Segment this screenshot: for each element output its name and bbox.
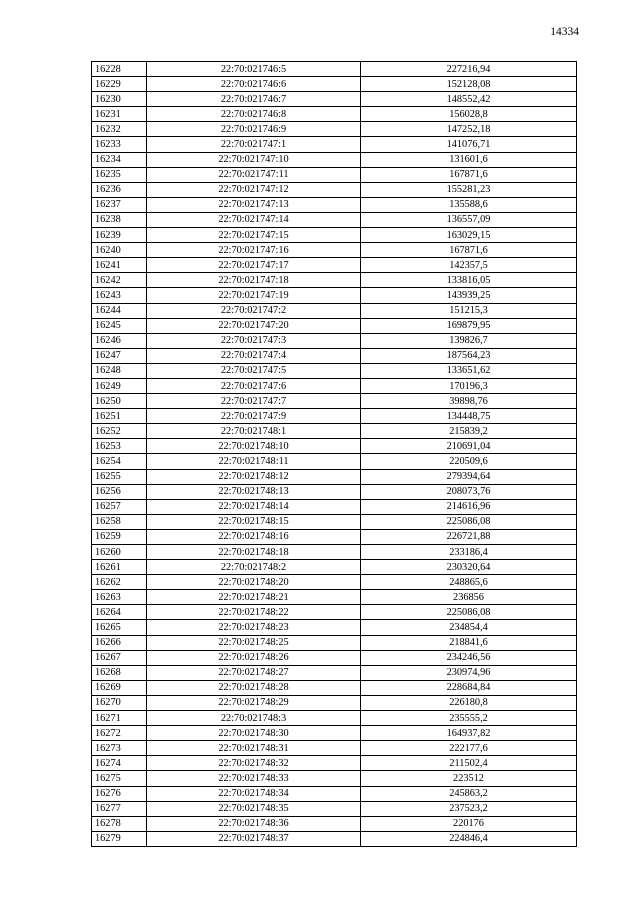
value-cell: 167871,6 (361, 167, 577, 182)
row-number-cell: 16262 (92, 575, 147, 590)
table-row (92, 62, 577, 77)
cadastral-number-cell: 22:70:021748:29 (147, 695, 361, 710)
cadastral-number-cell: 22:70:021748:1 (147, 424, 361, 439)
value-cell: 139826,7 (361, 333, 577, 348)
value-cell: 151215,3 (361, 303, 577, 318)
row-number-cell: 16258 (92, 514, 147, 529)
value-cell: 234246,56 (361, 650, 577, 665)
value-cell: 170196,3 (361, 378, 577, 393)
value-cell: 279394,64 (361, 469, 577, 484)
cadastral-number-cell: 22:70:021747:14 (147, 212, 361, 227)
cadastral-number-cell: 22:70:021747:19 (147, 288, 361, 303)
row-number-cell: 16237 (92, 197, 147, 212)
cadastral-number-cell: 22:70:021748:2 (147, 560, 361, 575)
table-row (92, 439, 577, 454)
value-cell: 39898,76 (361, 394, 577, 409)
cadastral-number-cell: 22:70:021746:8 (147, 107, 361, 122)
row-number-cell: 16259 (92, 529, 147, 544)
table-row (92, 741, 577, 756)
value-cell: 133816,05 (361, 273, 577, 288)
cadastral-number-cell: 22:70:021747:7 (147, 394, 361, 409)
cadastral-number-cell: 22:70:021746:5 (147, 62, 361, 77)
cadastral-number-cell: 22:70:021747:13 (147, 197, 361, 212)
value-cell: 224846,4 (361, 831, 577, 846)
row-number-cell: 16266 (92, 635, 147, 650)
row-number-cell: 16274 (92, 756, 147, 771)
table-row (92, 378, 577, 393)
table-row (92, 363, 577, 378)
row-number-cell: 16268 (92, 665, 147, 680)
cadastral-number-cell: 22:70:021748:20 (147, 575, 361, 590)
row-number-cell: 16244 (92, 303, 147, 318)
cadastral-number-cell: 22:70:021748:14 (147, 499, 361, 514)
table-row (92, 650, 577, 665)
table-row (92, 424, 577, 439)
row-number-cell: 16232 (92, 122, 147, 137)
table-row (92, 635, 577, 650)
table-row (92, 680, 577, 695)
value-cell: 233186,4 (361, 545, 577, 560)
row-number-cell: 16272 (92, 726, 147, 741)
row-number-cell: 16247 (92, 348, 147, 363)
cadastral-number-cell: 22:70:021747:4 (147, 348, 361, 363)
value-cell: 141076,71 (361, 137, 577, 152)
row-number-cell: 16238 (92, 212, 147, 227)
row-number-cell: 16256 (92, 484, 147, 499)
table-row (92, 484, 577, 499)
cadastral-number-cell: 22:70:021748:33 (147, 771, 361, 786)
row-number-cell: 16235 (92, 167, 147, 182)
value-cell: 227216,94 (361, 62, 577, 77)
table-row (92, 560, 577, 575)
table-row (92, 92, 577, 107)
cadastral-number-cell: 22:70:021748:35 (147, 801, 361, 816)
table-row (92, 107, 577, 122)
table-row (92, 695, 577, 710)
table-row (92, 182, 577, 197)
row-number-cell: 16264 (92, 605, 147, 620)
row-number-cell: 16228 (92, 62, 147, 77)
table-row (92, 665, 577, 680)
value-cell: 234854,4 (361, 620, 577, 635)
table-row (92, 288, 577, 303)
value-cell: 225086,08 (361, 605, 577, 620)
cadastral-number-cell: 22:70:021747:17 (147, 258, 361, 273)
value-cell: 155281,23 (361, 182, 577, 197)
table-row (92, 499, 577, 514)
row-number-cell: 16246 (92, 333, 147, 348)
value-cell: 220176 (361, 816, 577, 831)
table-row (92, 318, 577, 333)
row-number-cell: 16265 (92, 620, 147, 635)
cadastral-number-cell: 22:70:021747:10 (147, 152, 361, 167)
value-cell: 226721,88 (361, 529, 577, 544)
value-cell: 148552,42 (361, 92, 577, 107)
cadastral-number-cell: 22:70:021747:16 (147, 243, 361, 258)
value-cell: 218841,6 (361, 635, 577, 650)
cadastral-number-cell: 22:70:021747:15 (147, 228, 361, 243)
row-number-cell: 16273 (92, 741, 147, 756)
cadastral-number-cell: 22:70:021748:10 (147, 439, 361, 454)
value-cell: 222177,6 (361, 741, 577, 756)
cadastral-number-cell: 22:70:021746:6 (147, 77, 361, 92)
row-number-cell: 16279 (92, 831, 147, 846)
value-cell: 156028,8 (361, 107, 577, 122)
row-number-cell: 16234 (92, 152, 147, 167)
table-row (92, 590, 577, 605)
row-number-cell: 16267 (92, 650, 147, 665)
row-number-cell: 16269 (92, 680, 147, 695)
row-number-cell: 16229 (92, 77, 147, 92)
value-cell: 169879,95 (361, 318, 577, 333)
cadastral-number-cell: 22:70:021748:15 (147, 514, 361, 529)
row-number-cell: 16249 (92, 378, 147, 393)
row-number-cell: 16230 (92, 92, 147, 107)
table-row (92, 514, 577, 529)
page-number: 14334 (550, 26, 579, 38)
value-cell: 163029,15 (361, 228, 577, 243)
table-row (92, 348, 577, 363)
table-row (92, 197, 577, 212)
row-number-cell: 16276 (92, 786, 147, 801)
cadastral-number-cell: 22:70:021746:7 (147, 92, 361, 107)
table-row (92, 454, 577, 469)
table-row (92, 786, 577, 801)
cadastral-number-cell: 22:70:021747:9 (147, 409, 361, 424)
value-cell: 214616,96 (361, 499, 577, 514)
cadastral-number-cell: 22:70:021747:12 (147, 182, 361, 197)
value-cell: 237523,2 (361, 801, 577, 816)
table-body (92, 62, 577, 847)
cadastral-number-cell: 22:70:021747:1 (147, 137, 361, 152)
row-number-cell: 16243 (92, 288, 147, 303)
table-row (92, 620, 577, 635)
cadastral-number-cell: 22:70:021747:6 (147, 378, 361, 393)
table-row (92, 469, 577, 484)
cadastral-number-cell: 22:70:021748:3 (147, 711, 361, 726)
table-row (92, 816, 577, 831)
row-number-cell: 16261 (92, 560, 147, 575)
row-number-cell: 16260 (92, 545, 147, 560)
table-row (92, 711, 577, 726)
value-cell: 220509,6 (361, 454, 577, 469)
cadastral-number-cell: 22:70:021747:5 (147, 363, 361, 378)
row-number-cell: 16245 (92, 318, 147, 333)
value-cell: 131601,6 (361, 152, 577, 167)
cadastral-number-cell: 22:70:021746:9 (147, 122, 361, 137)
value-cell: 142357,5 (361, 258, 577, 273)
row-number-cell: 16239 (92, 228, 147, 243)
table-row (92, 258, 577, 273)
value-cell: 225086,08 (361, 514, 577, 529)
row-number-cell: 16254 (92, 454, 147, 469)
row-number-cell: 16233 (92, 137, 147, 152)
cadastral-number-cell: 22:70:021747:20 (147, 318, 361, 333)
table-row (92, 575, 577, 590)
value-cell: 210691,04 (361, 439, 577, 454)
cadastral-number-cell: 22:70:021748:25 (147, 635, 361, 650)
table-row (92, 212, 577, 227)
cadastral-number-cell: 22:70:021748:31 (147, 741, 361, 756)
data-table (91, 61, 577, 847)
row-number-cell: 16275 (92, 771, 147, 786)
value-cell: 230974,96 (361, 665, 577, 680)
table-row (92, 152, 577, 167)
cadastral-number-cell: 22:70:021747:11 (147, 167, 361, 182)
cadastral-number-cell: 22:70:021748:18 (147, 545, 361, 560)
row-number-cell: 16270 (92, 695, 147, 710)
row-number-cell: 16241 (92, 258, 147, 273)
row-number-cell: 16242 (92, 273, 147, 288)
value-cell: 164937,82 (361, 726, 577, 741)
cadastral-number-cell: 22:70:021748:32 (147, 756, 361, 771)
table-row (92, 726, 577, 741)
table-row (92, 122, 577, 137)
cadastral-number-cell: 22:70:021748:11 (147, 454, 361, 469)
cadastral-number-cell: 22:70:021748:16 (147, 529, 361, 544)
table-row (92, 243, 577, 258)
value-cell: 226180,8 (361, 695, 577, 710)
table-row (92, 529, 577, 544)
row-number-cell: 16278 (92, 816, 147, 831)
table-row (92, 77, 577, 92)
row-number-cell: 16248 (92, 363, 147, 378)
cadastral-number-cell: 22:70:021748:34 (147, 786, 361, 801)
value-cell: 136557,09 (361, 212, 577, 227)
table-row (92, 394, 577, 409)
cadastral-number-cell: 22:70:021748:37 (147, 831, 361, 846)
cadastral-number-cell: 22:70:021748:23 (147, 620, 361, 635)
value-cell: 147252,18 (361, 122, 577, 137)
value-cell: 133651,62 (361, 363, 577, 378)
cadastral-number-cell: 22:70:021748:27 (147, 665, 361, 680)
table-row (92, 605, 577, 620)
cadastral-number-cell: 22:70:021748:12 (147, 469, 361, 484)
cadastral-number-cell: 22:70:021748:21 (147, 590, 361, 605)
row-number-cell: 16240 (92, 243, 147, 258)
table-row (92, 137, 577, 152)
cadastral-number-cell: 22:70:021748:30 (147, 726, 361, 741)
cadastral-number-cell: 22:70:021747:18 (147, 273, 361, 288)
value-cell: 248865,6 (361, 575, 577, 590)
value-cell: 211502,4 (361, 756, 577, 771)
table-row (92, 228, 577, 243)
row-number-cell: 16255 (92, 469, 147, 484)
value-cell: 215839,2 (361, 424, 577, 439)
row-number-cell: 16236 (92, 182, 147, 197)
row-number-cell: 16263 (92, 590, 147, 605)
row-number-cell: 16257 (92, 499, 147, 514)
cadastral-number-cell: 22:70:021747:3 (147, 333, 361, 348)
cadastral-number-cell: 22:70:021748:22 (147, 605, 361, 620)
value-cell: 228684,84 (361, 680, 577, 695)
table-row (92, 801, 577, 816)
table-row (92, 409, 577, 424)
table-row (92, 167, 577, 182)
table-row (92, 771, 577, 786)
row-number-cell: 16251 (92, 409, 147, 424)
cadastral-number-cell: 22:70:021747:2 (147, 303, 361, 318)
value-cell: 167871,6 (361, 243, 577, 258)
value-cell: 245863,2 (361, 786, 577, 801)
value-cell: 230320,64 (361, 560, 577, 575)
row-number-cell: 16277 (92, 801, 147, 816)
row-number-cell: 16252 (92, 424, 147, 439)
value-cell: 223512 (361, 771, 577, 786)
row-number-cell: 16231 (92, 107, 147, 122)
value-cell: 187564,23 (361, 348, 577, 363)
value-cell: 236856 (361, 590, 577, 605)
value-cell: 152128,08 (361, 77, 577, 92)
cadastral-number-cell: 22:70:021748:36 (147, 816, 361, 831)
cadastral-number-cell: 22:70:021748:26 (147, 650, 361, 665)
value-cell: 143939,25 (361, 288, 577, 303)
row-number-cell: 16250 (92, 394, 147, 409)
table-row (92, 831, 577, 846)
value-cell: 135588,6 (361, 197, 577, 212)
table-row (92, 545, 577, 560)
cadastral-number-cell: 22:70:021748:28 (147, 680, 361, 695)
value-cell: 134448,75 (361, 409, 577, 424)
value-cell: 208073,76 (361, 484, 577, 499)
cadastral-number-cell: 22:70:021748:13 (147, 484, 361, 499)
table-row (92, 333, 577, 348)
table-row (92, 756, 577, 771)
row-number-cell: 16271 (92, 711, 147, 726)
table-row (92, 273, 577, 288)
row-number-cell: 16253 (92, 439, 147, 454)
value-cell: 235555,2 (361, 711, 577, 726)
table-row (92, 303, 577, 318)
